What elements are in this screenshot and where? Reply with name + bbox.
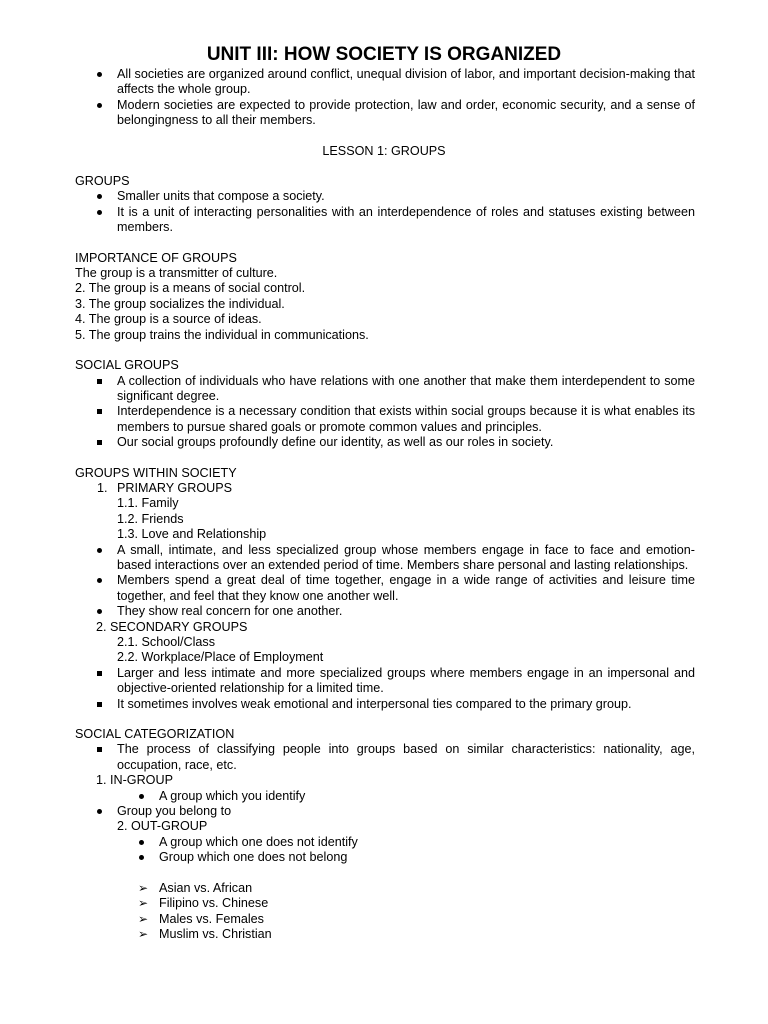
subsection-heading: 1. IN-GROUP <box>96 773 173 788</box>
bullet-icon <box>97 578 102 583</box>
arrow-bullet-icon: ➢ <box>138 911 149 926</box>
bullet-icon <box>139 855 144 860</box>
subsection-heading: 2. SECONDARY GROUPS <box>96 619 248 634</box>
square-bullet-icon <box>97 671 102 676</box>
list-item: Larger and less intimate and more specialized groups where members engage in an impersonal and objective-oriented relationship for a limited time. <box>75 666 695 697</box>
square-bullet-icon <box>97 702 102 707</box>
bullet-icon <box>97 609 102 614</box>
section-heading: SOCIAL CATEGORIZATION <box>75 727 235 742</box>
list-item: A small, intimate, and less specialized group whose members engage in face to face and emotion-based interactions over an extended period of time. Members share personal and lasting relationships. <box>75 543 695 574</box>
list-item: The process of classifying people into groups based on similar characteristics: nationality, age, occupation, race, etc. <box>75 742 695 773</box>
list-item: Our social groups profoundly define our identity, as well as our roles in society. <box>75 435 695 450</box>
list-item: A group which you identify <box>75 789 695 804</box>
text-line: 4. The group is a source of ideas. <box>75 312 262 327</box>
list-item: A collection of individuals who have relations with one another that make them interdependent to some significant degree. <box>75 374 695 405</box>
list-item: Group you belong to <box>75 804 695 819</box>
square-bullet-icon <box>97 747 102 752</box>
sub-item: 1.3. Love and Relationship <box>117 527 267 542</box>
page-title: UNIT III: HOW SOCIETY IS ORGANIZED <box>206 44 562 65</box>
arrow-bullet-icon: ➢ <box>138 896 149 911</box>
subsection-heading: 2. OUT-GROUP <box>117 819 208 834</box>
list-item: Group which one does not belong <box>75 850 695 865</box>
bullet-icon <box>97 72 102 77</box>
sub-item: 2.2. Workplace/Place of Employment <box>117 650 324 665</box>
lesson-heading: LESSON 1: GROUPS <box>322 143 446 158</box>
list-item: ➢ Asian vs. African <box>138 880 253 895</box>
list-item: It sometimes involves weak emotional and interpersonal ties compared to the primary group. <box>75 697 695 712</box>
list-item: Smaller units that compose a society. <box>75 189 695 204</box>
section-heading: GROUPS WITHIN SOCIETY <box>75 465 237 480</box>
arrow-bullet-icon: ➢ <box>138 880 149 895</box>
text-line: The group is a transmitter of culture. <box>75 266 278 281</box>
text-line: 5. The group trains the individual in communications. <box>75 327 369 342</box>
text-line: 3. The group socializes the individual. <box>75 296 285 311</box>
arrow-bullet-icon: ➢ <box>138 926 149 941</box>
document-body <box>75 67 695 942</box>
sub-item: 1.2. Friends <box>117 511 184 526</box>
bullet-icon <box>97 194 102 199</box>
square-bullet-icon <box>97 440 102 445</box>
square-bullet-icon <box>97 379 102 384</box>
list-item: All societies are organized around conflict, unequal division of labor, and important decision-making that affects the whole group. <box>75 67 695 98</box>
list-item: It is a unit of interacting personalities with an interdependence of roles and statuses existing between members. <box>75 205 695 236</box>
list-item: ➢ Males vs. Females <box>138 911 264 926</box>
list-item: They show real concern for one another. <box>75 604 695 619</box>
bullet-icon <box>139 840 144 845</box>
text-line: 2. The group is a means of social control. <box>75 281 306 296</box>
list-item: ➢ Filipino vs. Chinese <box>138 896 269 911</box>
bullet-icon <box>97 548 102 553</box>
list-item: A group which one does not identify <box>75 835 695 850</box>
square-bullet-icon <box>97 409 102 414</box>
section-heading: SOCIAL GROUPS <box>75 358 179 373</box>
list-item: Modern societies are expected to provide protection, law and order, economic security, and a sense of belongingness to all their members. <box>75 98 695 129</box>
section-heading: GROUPS <box>75 174 130 189</box>
subsection-heading: 1. PRIMARY GROUPS <box>97 480 233 495</box>
bullet-icon <box>97 210 102 215</box>
list-item: ➢ Muslim vs. Christian <box>138 926 272 941</box>
list-item: Interdependence is a necessary condition that exists within social groups because it is what enables its members to pursue shared goals or promote common values and principles. <box>75 404 695 435</box>
sub-item: 1.1. Family <box>117 496 179 511</box>
sub-item: 2.1. School/Class <box>117 635 216 649</box>
section-heading: IMPORTANCE OF GROUPS <box>75 250 237 265</box>
bullet-icon <box>97 809 102 814</box>
bullet-icon <box>139 794 144 799</box>
list-item: Members spend a great deal of time together, engage in a wide range of activities and leisure time together, and feel that they know one another well. <box>75 573 695 604</box>
bullet-icon <box>97 103 102 108</box>
